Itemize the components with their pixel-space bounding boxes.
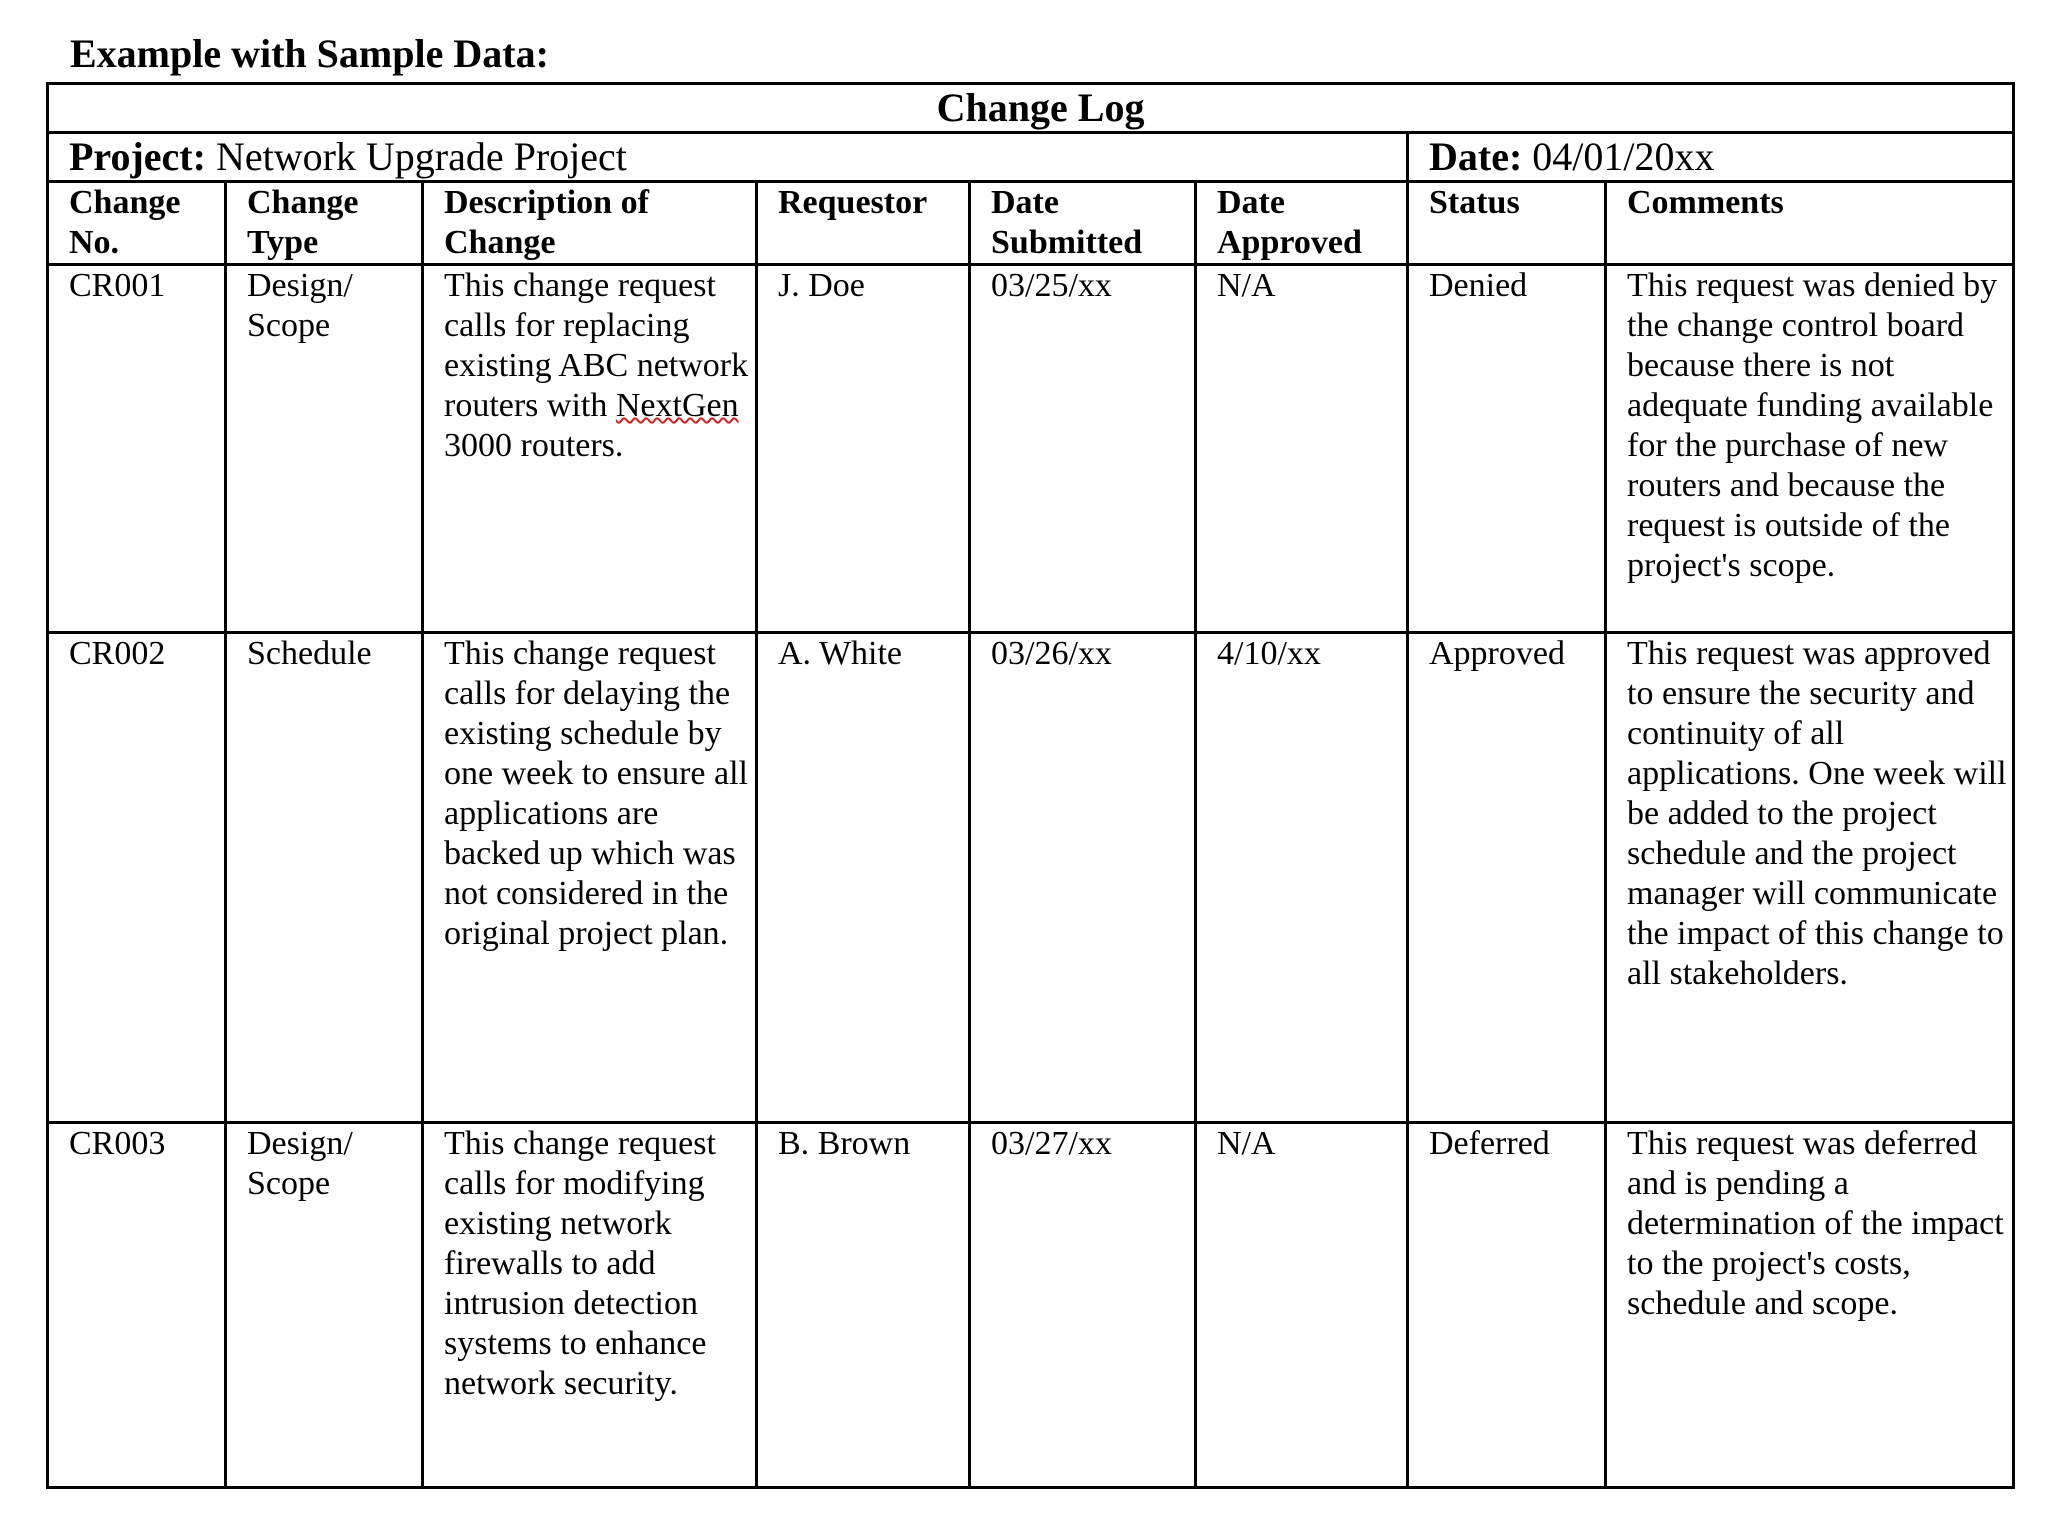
description-text-tail: 3000 routers. xyxy=(444,427,624,464)
change-log-table xyxy=(46,82,2015,1489)
date-cell xyxy=(1408,133,2014,182)
column-header: Description of Change xyxy=(423,182,757,265)
column-header: Status xyxy=(1408,182,1606,265)
table-row xyxy=(48,1123,2014,1488)
column-header: Date Submitted xyxy=(970,182,1196,265)
date-value: 04/01/20xx xyxy=(1532,134,1715,179)
date-label: Date: xyxy=(1429,134,1523,179)
column-header: Requestor xyxy=(757,182,970,265)
page-heading: Example with Sample Data: xyxy=(70,31,549,76)
table-title: Change Log xyxy=(48,84,2014,133)
table-row xyxy=(48,265,2014,633)
requestor-cell: A. White xyxy=(757,633,970,1123)
date-submitted-cell: 03/25/xx xyxy=(970,265,1196,633)
status-cell: Denied xyxy=(1408,265,1606,633)
comments-cell: This request was approved to ensure the security and continuity of all applications. One week will be added to the project schedule and the project manager will communicate the impact of this change to all stakeholders. xyxy=(1606,633,2014,1123)
date-submitted-cell: 03/27/xx xyxy=(970,1123,1196,1488)
project-name: Network Upgrade Project xyxy=(215,134,627,179)
column-header: Change No. xyxy=(48,182,226,265)
change-no-cell: CR001 xyxy=(48,265,226,633)
date-approved-cell: 4/10/xx xyxy=(1196,633,1408,1123)
column-header: Comments xyxy=(1606,182,2014,265)
spellcheck-flagged-word: NextGen xyxy=(615,387,739,424)
table-row xyxy=(48,633,2014,1123)
date-approved-cell: N/A xyxy=(1196,265,1408,633)
change-type-cell: Design/ Scope xyxy=(226,265,423,633)
change-type-cell: Schedule xyxy=(226,633,423,1123)
description-cell: This change request calls for modifying existing network firewalls to add intrusion detection systems to enhance network security. xyxy=(423,1123,757,1488)
project-cell xyxy=(48,133,1408,182)
status-cell: Approved xyxy=(1408,633,1606,1123)
description-cell: This change request calls for delaying the existing schedule by one week to ensure all applications are backed up which was not considered in the original project plan. xyxy=(423,633,757,1123)
column-header: Change Type xyxy=(226,182,423,265)
status-cell: Deferred xyxy=(1408,1123,1606,1488)
comments-cell: This request was deferred and is pending a determination of the impact to the project's costs, schedule and scope. xyxy=(1606,1123,2014,1488)
change-type-cell: Design/ Scope xyxy=(226,1123,423,1488)
column-header: Date Approved xyxy=(1196,182,1408,265)
change-no-cell: CR003 xyxy=(48,1123,226,1488)
project-label: Project: xyxy=(69,134,206,179)
date-approved-cell: N/A xyxy=(1196,1123,1408,1488)
change-no-cell: CR002 xyxy=(48,633,226,1123)
description-text: This change request calls for replacing existing ABC network routers with xyxy=(444,267,749,424)
date-submitted-cell: 03/26/xx xyxy=(970,633,1196,1123)
description-cell xyxy=(423,265,757,633)
comments-cell: This request was denied by the change control board because there is not adequate funding available for the purchase of new routers and because the request is outside of the project's scope. xyxy=(1606,265,2014,633)
requestor-cell: B. Brown xyxy=(757,1123,970,1488)
column-header-row xyxy=(48,182,2014,265)
requestor-cell: J. Doe xyxy=(757,265,970,633)
